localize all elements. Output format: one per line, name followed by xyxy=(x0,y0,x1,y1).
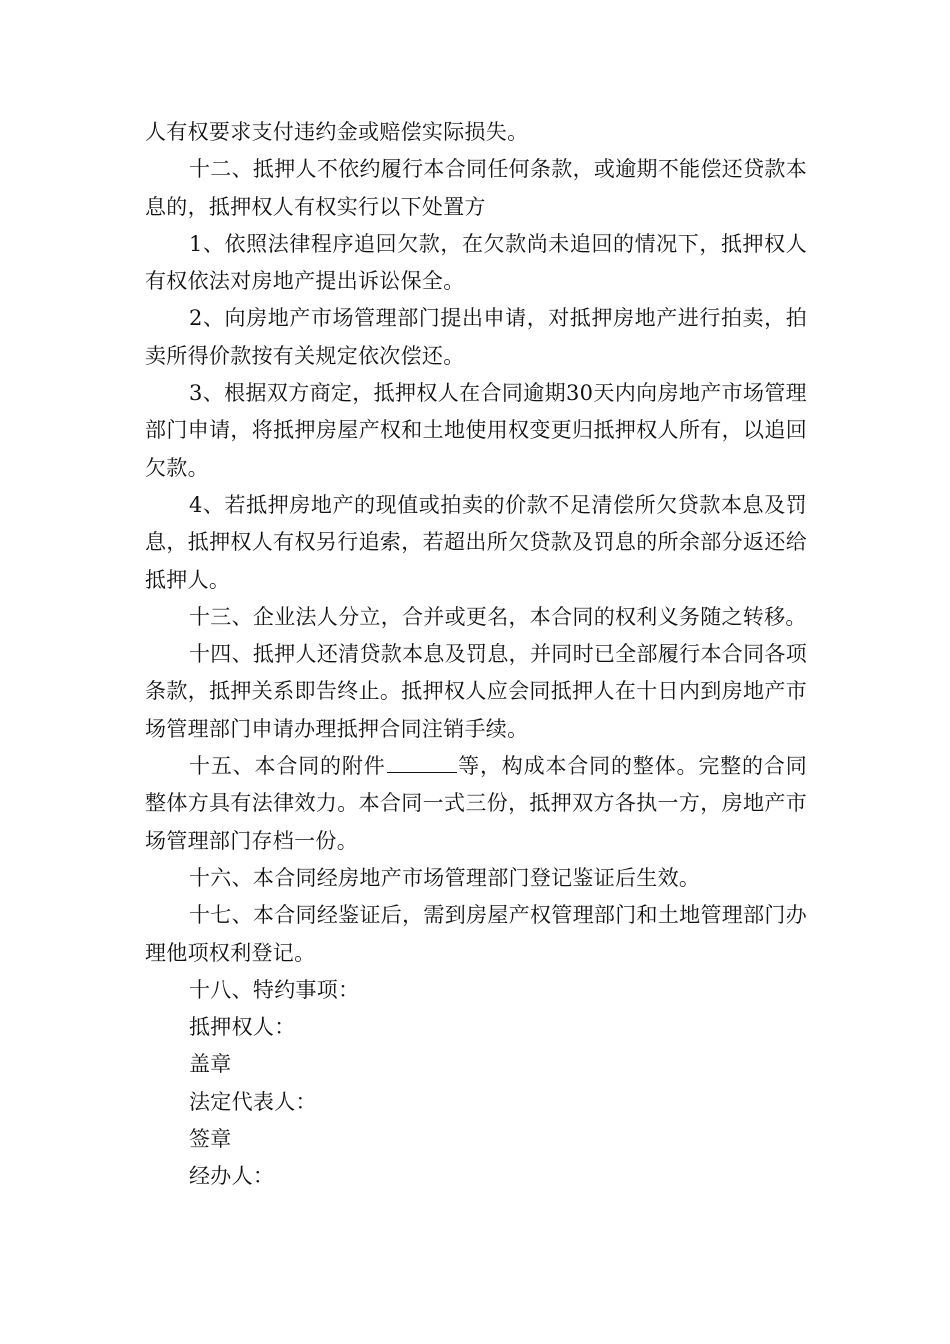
clause-15-text-before: 十五、本合同的附件 xyxy=(189,754,386,779)
paragraph-liquidated-damages: 人有权要求支付违约金或赔偿实际损失。 xyxy=(145,120,529,144)
signature-mortgagee: 抵押权人： xyxy=(189,1015,296,1040)
signature-handler: 经办人： xyxy=(189,1164,275,1189)
document-page xyxy=(145,114,807,1196)
paragraph-clause-14: 十四、抵押人还清贷款本息及罚息，并同时已全部履行本合同各项条款，抵押关系即告终止。抵押权人应会同抵押人在十日内到房地产市场管理部门申请办理抵押合同注销手续。 xyxy=(145,642,807,741)
paragraph-clause-13: 十三、企业法人分立，合并或更名，本合同的权利义务随之转移。 xyxy=(189,604,807,629)
paragraph-clause-12-item-1: 1、依照法律程序追回欠款，在欠款尚未追回的情况下，抵押权人有权依法对房地产提出诉讼保全。 xyxy=(145,231,807,294)
paragraph-clause-15 xyxy=(145,748,807,860)
signature-seal: 盖章 xyxy=(189,1052,232,1077)
clause-15-text-after: 等，构成本合同的整体。完整的合同整体方具有法律效力。本合同一式三份，抵押双方各执一方，房地产市场管理部门存档一份。 xyxy=(145,754,807,853)
signature-legal-rep: 法定代表人： xyxy=(189,1089,317,1114)
paragraph-clause-12: 十二、抵押人不依约履行本合同任何条款，或逾期不能偿还贷款本息的，抵押权人有权实行以下处置方 xyxy=(145,157,807,219)
attachment-blank-line xyxy=(387,754,457,773)
paragraph-clause-12-item-3: 3、根据双方商定，抵押权人在合同逾期30天内向房地产市场管理部门申请，将抵押房屋产权和土地使用权变更归抵押权人所有，以追回欠款。 xyxy=(145,381,807,480)
paragraph-clause-12-item-2: 2、向房地产市场管理部门提出申请，对抵押房地产进行拍卖，拍卖所得价款按有关规定依次偿还。 xyxy=(145,306,807,368)
paragraph-clause-12-item-4: 4、若抵押房地产的现值或拍卖的价款不足清偿所欠贷款本息及罚息，抵押权人有权另行追索，若超出所欠贷款及罚息的所余部分返还给抵押人。 xyxy=(145,492,807,592)
paragraph-clause-16: 十六、本合同经房地产市场管理部门登记鉴证后生效。 xyxy=(189,865,701,890)
paragraph-clause-18: 十八、特约事项： xyxy=(189,977,360,1002)
signature-sign: 签章 xyxy=(189,1127,232,1152)
paragraph-clause-17: 十七、本合同经鉴证后，需到房屋产权管理部门和土地管理部门办理他项权利登记。 xyxy=(145,903,807,965)
